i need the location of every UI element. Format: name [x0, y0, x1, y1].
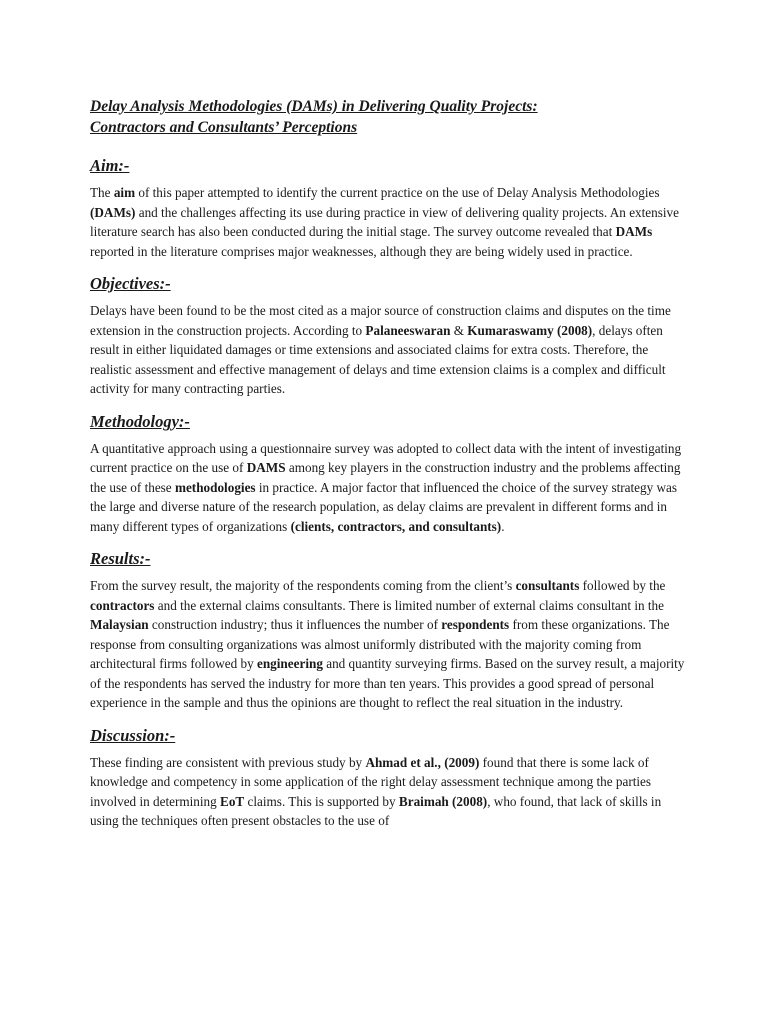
bold-term: engineering — [256, 656, 323, 671]
bold-term: methodologies — [174, 479, 256, 495]
bold-term: DAMs — [615, 224, 653, 239]
text-run: in practice. A major factor that influenced the choice of the survey strategy was the large and diverse nature of the research population, as delay claims are prevalent in different forms and in many different types of organizations — [90, 479, 678, 534]
section-paragraph — [90, 439, 686, 537]
text-run: Delays have been found to be the most cited as a major source of construction claims and disputes on the time extension in the construction projects. According to — [90, 303, 671, 338]
bold-term: Kumaraswamy (2008) — [467, 322, 593, 338]
bold-term: Malaysian — [90, 617, 149, 632]
bold-term: aim — [113, 185, 136, 200]
text-run: of this paper attempted to identify the current practice on the use of Delay Analysis Methodologies — [135, 185, 660, 200]
section-heading: Discussion:- — [90, 725, 176, 745]
section-heading: Methodology:- — [90, 411, 190, 431]
text-run: . — [501, 518, 505, 534]
section-methodology — [90, 411, 686, 537]
document-title — [90, 96, 686, 138]
section-paragraph — [90, 301, 686, 399]
text-run: These finding are consistent with previous study by — [90, 754, 366, 770]
text-run: , delays often result in either liquidated damages or time extensions and associated claims for extra costs. Therefore, the realistic assessment and effective management of delays and time extension claims is a complex and difficult activity for many contracting parties. — [90, 322, 666, 396]
text-run: reported in the literature comprises major weaknesses, although they are being widely used in practice. — [90, 243, 633, 259]
document-body — [90, 96, 686, 843]
section-results — [90, 548, 686, 713]
section-paragraph — [90, 576, 686, 713]
section-heading: Aim:- — [90, 156, 130, 175]
text-run: from these organizations. The response from consulting organizations was almost uniformly distributed with the majority coming from architectural firms followed by — [90, 617, 670, 671]
text-run: followed by the — [579, 578, 666, 593]
title-line-1: Delay Analysis Methodologies (DAMs) in Delivering Quality Projects: — [90, 98, 538, 115]
sections-container — [90, 155, 686, 831]
text-run: among key players in the construction industry and the problems affecting the use of these — [90, 460, 681, 495]
section-heading: Results:- — [90, 549, 151, 568]
bold-term: Ahmad et al., (2009) — [365, 754, 480, 770]
section-objectives — [90, 273, 686, 399]
bold-term: contractors — [90, 597, 155, 613]
text-run: construction industry; thus it influences the number of — [148, 617, 442, 632]
bold-term: (DAMs) — [90, 204, 136, 220]
section-aim — [90, 155, 686, 261]
section-discussion — [90, 725, 686, 831]
bold-term: EoT — [220, 793, 245, 809]
bold-term: Braimah (2008) — [398, 793, 488, 809]
text-run: and quantity surveying firms. Based on the survey result, a majority of the respondents has served the industry for more than ten years. This provides a good spread of personal experience in the sample and thus the opinions are thought to reflect the real situation in the industry. — [90, 656, 685, 710]
text-run: The — [90, 185, 114, 200]
bold-term: (clients, contractors, and consultants) — [290, 518, 502, 534]
title-line-2: Contractors and Consultants’ Perceptions — [90, 119, 358, 136]
text-run: and the challenges affecting its use during practice in view of delivering quality projects. An extensive literature search has also been conducted during the initial stage. The survey outcome revealed that — [90, 204, 679, 239]
bold-term: DAMS — [246, 460, 286, 475]
section-paragraph — [90, 753, 686, 831]
text-run: claims. This is supported by — [244, 793, 399, 809]
section-heading: Objectives:- — [90, 274, 171, 293]
bold-term: Palaneeswaran — [365, 322, 451, 338]
text-run: A quantitative approach using a questionnaire survey was adopted to collect data with the intent of investigating current practice on the use of — [90, 440, 682, 475]
bold-term: respondents — [441, 617, 510, 632]
text-run: , who found, that lack of skills in using the techniques often present obstacles to the use of — [90, 793, 662, 828]
text-run: and the external claims consultants. There is limited number of external claims consultant in the — [154, 597, 664, 613]
section-paragraph — [90, 183, 686, 261]
text-run: & — [450, 322, 468, 338]
bold-term: consultants — [515, 578, 580, 593]
text-run: From the survey result, the majority of the respondents coming from the client’s — [90, 578, 516, 593]
text-run: found that there is some lack of knowledge and competency in some application of the right delay assessment technique among the parties involved in determining — [90, 754, 652, 809]
